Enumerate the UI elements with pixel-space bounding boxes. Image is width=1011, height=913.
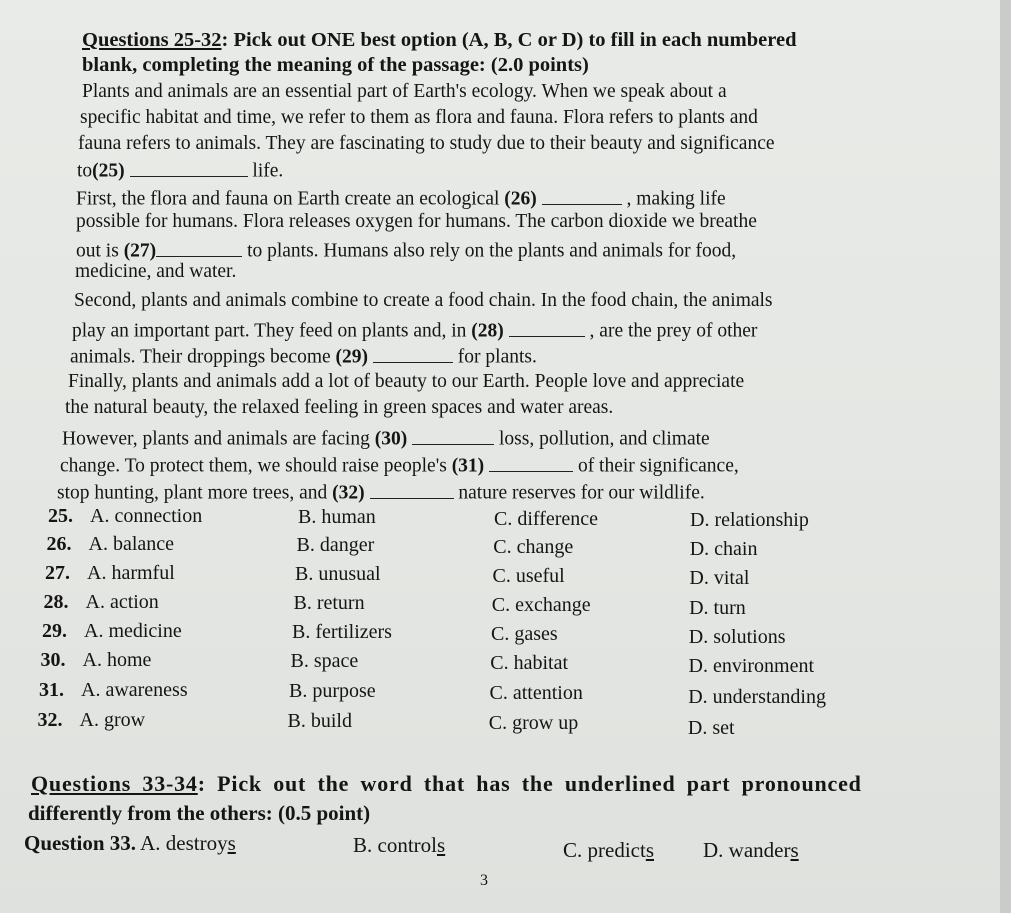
option-a[interactable]: A. home <box>82 649 152 671</box>
option-d[interactable]: D. relationship <box>690 509 809 531</box>
q33-option-c[interactable]: C. predicts <box>563 838 654 862</box>
passage-text: change. To protect them, we should raise people's <box>60 455 447 477</box>
passage-line <box>62 424 710 452</box>
passage-line: Finally, plants and animals add a lot of beauty to our Earth. People love and appreciate <box>68 371 745 392</box>
option-b[interactable]: B. danger <box>296 534 375 556</box>
blank-number-31: (31) <box>451 455 485 477</box>
section1-label: Questions 25-32 <box>82 29 222 51</box>
blank-26[interactable] <box>542 184 622 205</box>
option-number: 30. <box>40 649 66 671</box>
option-a[interactable]: A. grow <box>79 709 146 731</box>
q33-option-b[interactable]: B. controls <box>353 833 446 857</box>
blank-32[interactable] <box>370 478 454 499</box>
section1-instruction-a: : Pick out ONE best option (A, B, C or D) to fill in each numbered <box>221 29 797 51</box>
option-b[interactable]: B. space <box>290 650 359 672</box>
option-c[interactable]: C. useful <box>492 565 565 587</box>
section1-instruction-b: blank, completing the meaning of the passage: (2.0 points) <box>82 54 589 76</box>
option-a[interactable]: A. medicine <box>84 620 182 642</box>
passage-text: , making life <box>626 188 726 210</box>
blank-29[interactable] <box>373 342 453 363</box>
option-number: 29. <box>42 620 67 642</box>
option-number: 27. <box>45 562 70 584</box>
option-number: 26. <box>46 533 72 555</box>
option-d[interactable]: D. vital <box>689 567 750 589</box>
passage-line <box>76 184 726 212</box>
passage-text: to plants. Humans also rely on the plants and animals for food, <box>247 240 737 262</box>
blank-number-26: (26) <box>504 188 537 210</box>
passage-text: to <box>77 160 93 182</box>
passage-line: possible for humans. Flora releases oxygen for humans. The carbon dioxide we breathe <box>76 211 757 232</box>
section1-heading <box>82 28 797 52</box>
option-a[interactable]: A. balance <box>88 533 175 555</box>
option-number: 25. <box>48 505 73 527</box>
option-a[interactable]: A. action <box>85 591 159 613</box>
passage-line <box>57 478 705 506</box>
passage-line <box>70 342 537 370</box>
option-b[interactable]: B. fertilizers <box>292 621 392 643</box>
option-a[interactable]: A. connection <box>90 505 203 527</box>
passage-text: loss, pollution, and climate <box>498 428 710 450</box>
passage-line: Plants and animals are an essential part of Earth's ecology. When we speak about a <box>82 81 727 102</box>
option-number: 28. <box>43 591 69 613</box>
option-b[interactable]: B. return <box>293 592 365 614</box>
option-d[interactable]: D. set <box>687 717 735 739</box>
option-c[interactable]: C. grow up <box>488 712 579 734</box>
section2-label: Questions 33-34 <box>31 771 198 796</box>
passage-line: Second, plants and animals combine to create a food chain. In the food chain, the animals <box>74 290 773 311</box>
option-b[interactable]: B. human <box>298 506 376 528</box>
option-d[interactable]: D. turn <box>689 597 746 619</box>
passage-line: the natural beauty, the relaxed feeling in green spaces and water areas. <box>65 397 614 418</box>
passage-text: However, plants and animals are facing <box>62 428 370 450</box>
blank-27[interactable] <box>156 236 242 257</box>
option-d[interactable]: D. solutions <box>688 626 786 648</box>
option-a[interactable]: A. awareness <box>81 679 188 701</box>
section2-heading <box>31 772 862 796</box>
page-edge <box>1000 0 1011 913</box>
option-c[interactable]: C. change <box>493 536 574 558</box>
passage-text: stop hunting, plant more trees, and <box>57 482 328 504</box>
passage-text: for plants. <box>457 346 537 368</box>
page-number: 3 <box>480 872 488 889</box>
passage-line <box>72 316 757 344</box>
option-b[interactable]: B. build <box>287 710 352 732</box>
option-d[interactable]: D. understanding <box>688 686 826 708</box>
q33-option-a[interactable]: A. destroys <box>140 831 236 855</box>
option-c[interactable]: C. attention <box>489 682 583 704</box>
passage-text: of their significance, <box>577 455 739 477</box>
blank-number-28: (28) <box>471 320 504 342</box>
blank-28[interactable] <box>509 316 585 337</box>
option-c[interactable]: C. difference <box>494 508 599 530</box>
option-b[interactable]: B. purpose <box>289 680 376 702</box>
blank-number-32: (32) <box>332 482 365 504</box>
passage-line: medicine, and water. <box>75 261 237 282</box>
passage-text: First, the flora and fauna on Earth create an ecological <box>76 188 500 210</box>
passage-text: play an important part. They feed on plants and, in <box>72 320 467 342</box>
option-c[interactable]: C. exchange <box>491 594 591 616</box>
section2-instruction-a: : Pick out the word that has the underlined part pronounced <box>197 771 862 796</box>
passage-line <box>77 156 283 184</box>
option-c[interactable]: C. gases <box>491 623 558 645</box>
blank-number-30: (30) <box>374 428 408 450</box>
section2-instruction-b: differently from the others: (0.5 point) <box>28 801 371 825</box>
blank-30[interactable] <box>412 424 494 445</box>
passage-line <box>60 451 739 479</box>
blank-number-29: (29) <box>335 346 369 368</box>
passage-text: life. <box>252 160 284 182</box>
option-number: 31. <box>39 679 64 701</box>
option-d[interactable]: D. chain <box>689 538 758 560</box>
q33-option-d[interactable]: D. wanders <box>703 838 799 862</box>
blank-number-27: (27) <box>123 240 157 262</box>
passage-text: animals. Their droppings become <box>70 346 331 368</box>
option-c[interactable]: C. habitat <box>490 652 569 674</box>
question-33-row <box>24 831 236 855</box>
option-number: 32. <box>37 709 63 731</box>
passage-text: nature reserves for our wildlife. <box>458 482 705 504</box>
option-a[interactable]: A. harmful <box>87 562 175 584</box>
blank-31[interactable] <box>489 451 573 472</box>
passage-text: , are the prey of other <box>589 320 758 342</box>
passage-line: specific habitat and time, we refer to them as flora and fauna. Flora refers to plants and <box>80 107 758 128</box>
blank-number-25: (25) <box>92 160 125 182</box>
passage-line: fauna refers to animals. They are fascinating to study due to their beauty and significance <box>78 133 775 154</box>
option-d[interactable]: D. environment <box>688 655 815 677</box>
blank-25[interactable] <box>130 156 248 177</box>
option-b[interactable]: B. unusual <box>295 563 381 585</box>
question-33-label: Question 33. <box>24 831 137 855</box>
passage-text: out is <box>76 240 119 262</box>
